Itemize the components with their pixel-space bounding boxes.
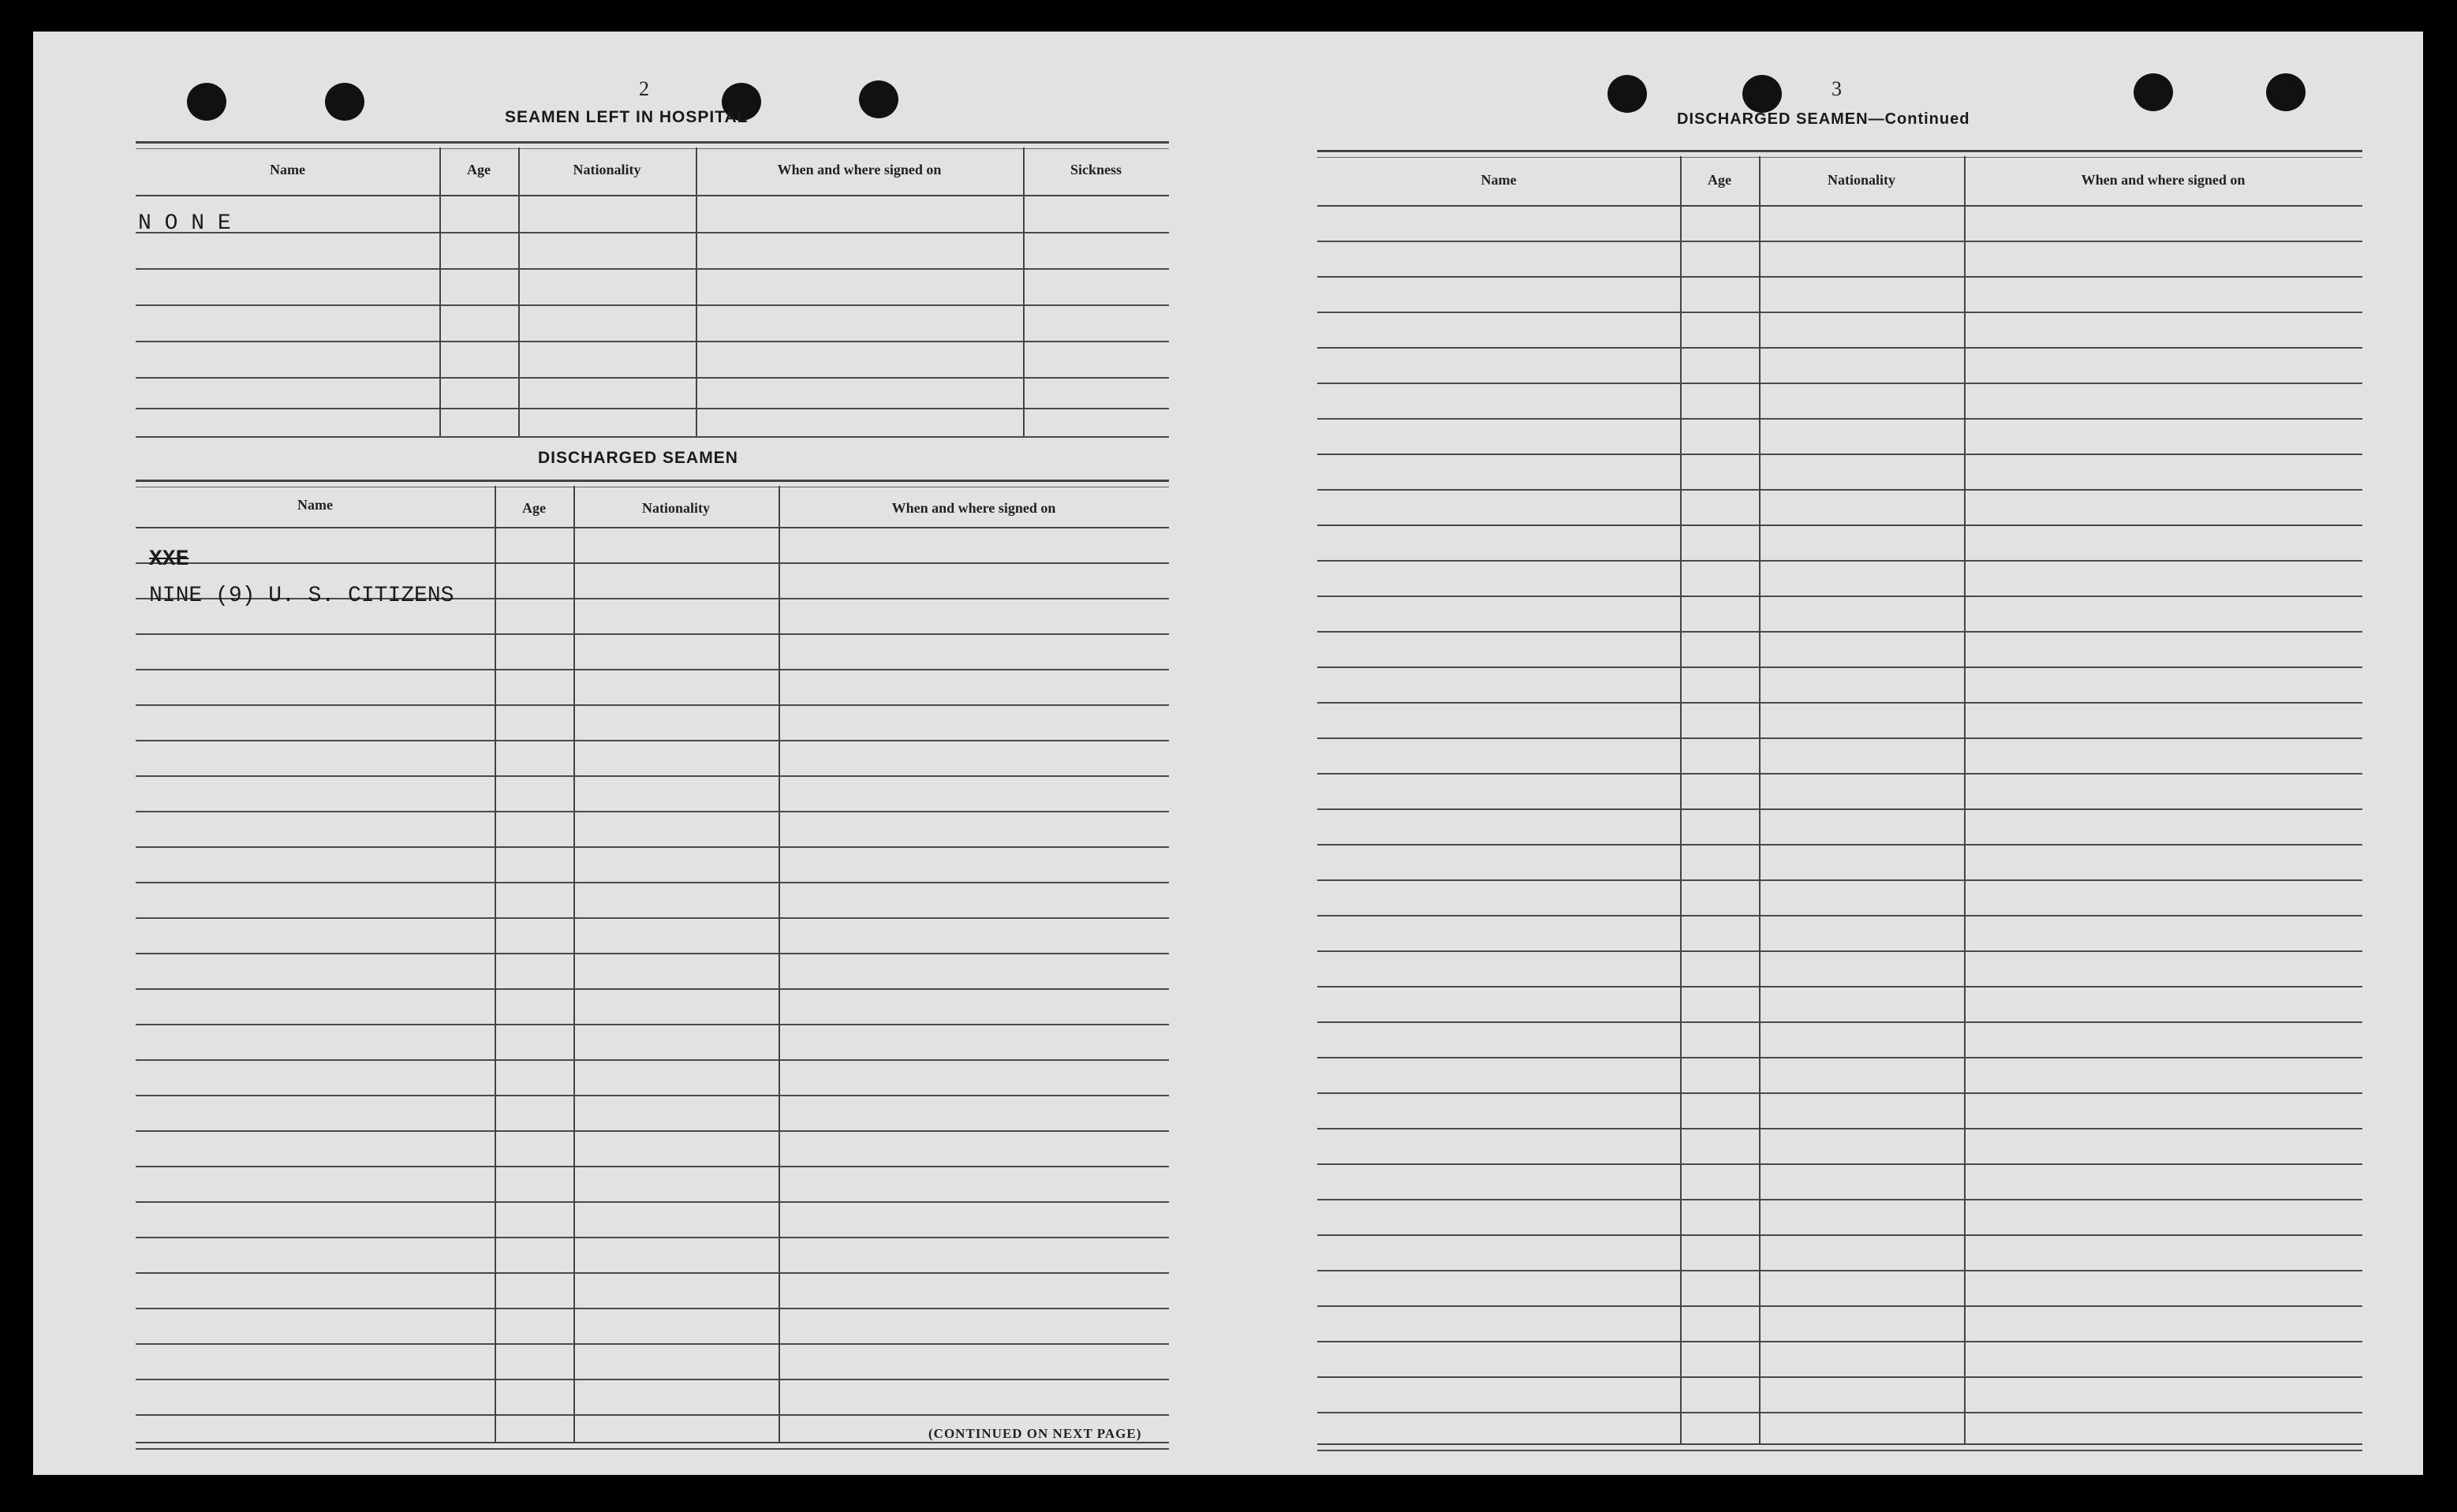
col-header-age: Age bbox=[522, 500, 546, 516]
col-header-name: Name bbox=[297, 497, 333, 513]
discharged-table bbox=[136, 480, 1169, 1454]
col-header-signed-on: When and where signed on bbox=[891, 500, 1056, 516]
col-header-signed-on: When and where signed on bbox=[777, 162, 942, 177]
col-header-age: Age bbox=[467, 162, 491, 177]
punch-hole bbox=[1608, 75, 1647, 113]
col-header-age: Age bbox=[1708, 172, 1731, 188]
col-header-nationality: Nationality bbox=[1827, 172, 1895, 188]
page-number-right: 3 bbox=[1832, 77, 1842, 100]
hospital-section-title: SEAMEN LEFT IN HOSPITAL bbox=[505, 108, 749, 126]
punch-hole bbox=[325, 83, 364, 121]
col-header-signed-on: When and where signed on bbox=[2081, 172, 2246, 188]
col-header-name: Name bbox=[1481, 172, 1517, 188]
col-header-nationality: Nationality bbox=[641, 500, 710, 516]
punch-hole bbox=[187, 83, 226, 121]
discharged-continued-title: DISCHARGED SEAMEN—Continued bbox=[1677, 110, 1970, 128]
discharged-entry: XXE bbox=[149, 547, 189, 572]
page-number-left: 2 bbox=[639, 77, 649, 100]
continued-note: (CONTINUED ON NEXT PAGE) bbox=[928, 1426, 1142, 1441]
punch-hole bbox=[1742, 75, 1782, 113]
col-header-nationality: Nationality bbox=[573, 162, 641, 177]
discharged-continued-table bbox=[1317, 150, 2362, 1459]
punch-hole bbox=[2134, 73, 2173, 111]
hospital-entry: N O N E bbox=[138, 211, 231, 236]
col-header-sickness: Sickness bbox=[1070, 162, 1122, 177]
punch-hole bbox=[2266, 73, 2306, 111]
discharged-section-title: DISCHARGED SEAMEN bbox=[538, 449, 738, 467]
document-scan bbox=[33, 32, 2423, 1475]
hospital-table bbox=[136, 141, 1169, 463]
punch-hole bbox=[859, 80, 898, 118]
col-header-name: Name bbox=[270, 162, 305, 177]
discharged-entry: NINE (9) U. S. CITIZENS bbox=[149, 584, 454, 608]
